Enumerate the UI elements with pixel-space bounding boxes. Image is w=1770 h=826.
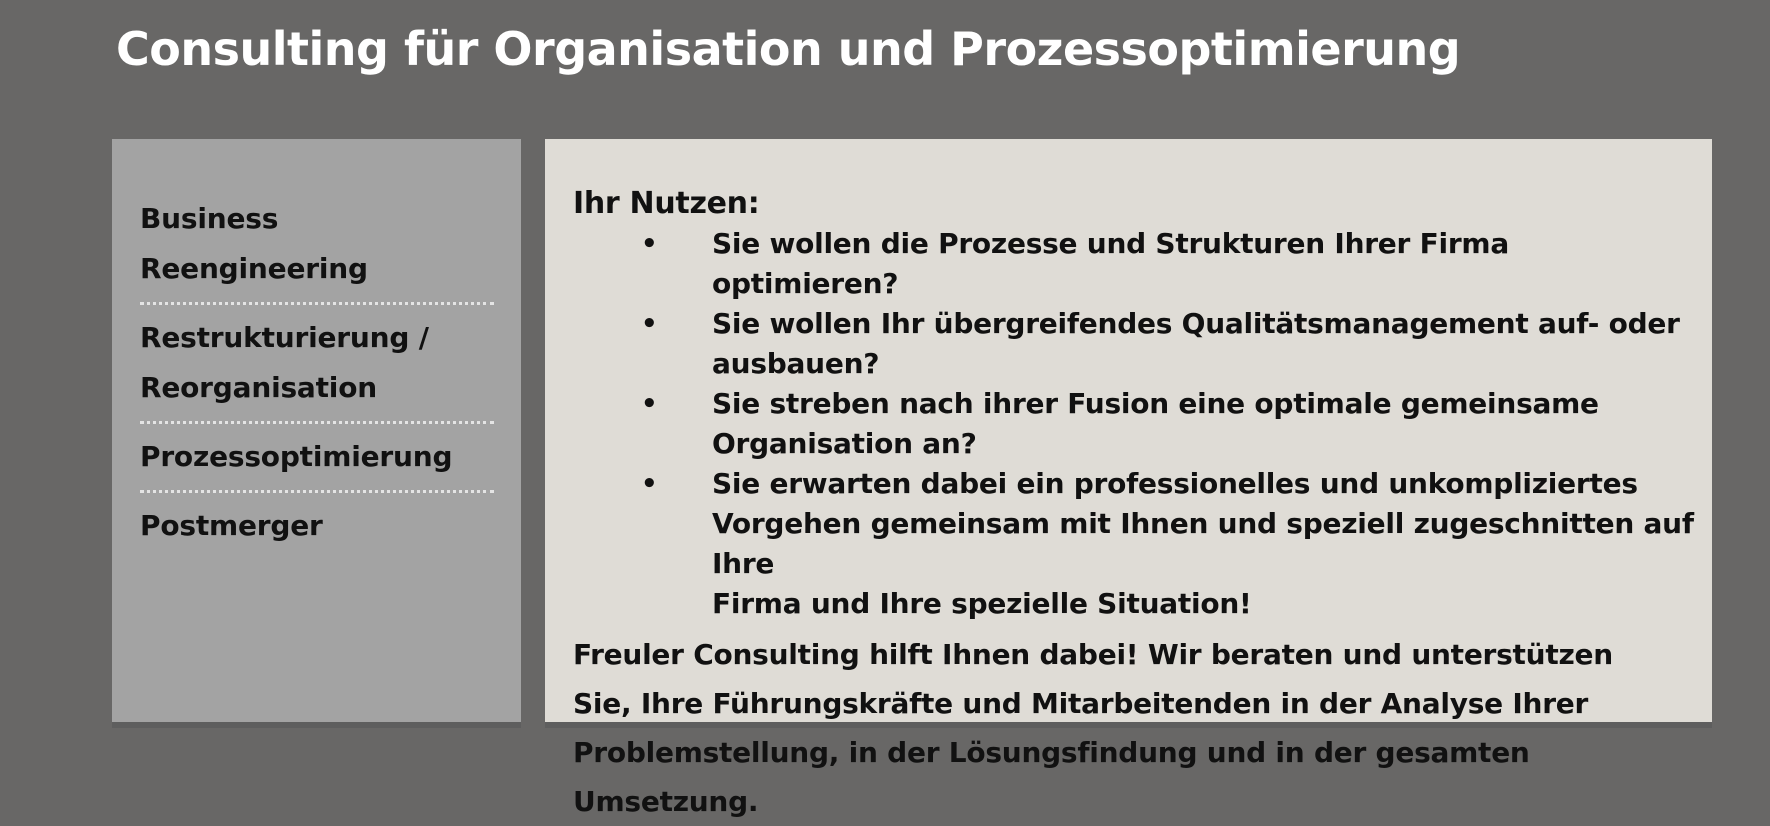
benefits-list: [573, 224, 1698, 624]
benefit-text: Organisation an?: [712, 427, 977, 460]
content-panel: [545, 139, 1712, 818]
sidebar-item-label: Postmerger: [140, 509, 323, 542]
bullet-icon: •: [641, 469, 658, 499]
list-item: [573, 304, 1698, 384]
page-title: Consulting für Organisation und Prozessoptimierung: [116, 22, 1461, 76]
sidebar-item-postmerger[interactable]: [140, 501, 494, 551]
closing-paragraph: [573, 630, 1698, 826]
sidebar-nav: [140, 194, 494, 551]
sidebar-item-label: Reengineering: [140, 252, 368, 285]
list-item: [573, 224, 1698, 304]
closing-text: Problemstellung, in der Lösungsfindung und in der gesamten Umsetzung.: [573, 736, 1530, 818]
sidebar-item-restrukturierung[interactable]: [140, 313, 494, 424]
benefit-text: Vorgehen gemeinsam mit Ihnen und speziell zugeschnitten auf Ihre: [712, 507, 1694, 580]
sidebar-item-label: Business: [140, 202, 279, 235]
bullet-icon: •: [641, 389, 658, 419]
sidebar-item-label: Restrukturierung /: [140, 321, 429, 354]
benefit-text: Sie erwarten dabei ein professionelles und unkompliziertes: [712, 467, 1638, 500]
list-item: [573, 464, 1698, 624]
benefit-text: Sie wollen Ihr übergreifendes Qualitätsmanagement auf- oder: [712, 307, 1680, 340]
sidebar: [112, 139, 521, 722]
content-body: [573, 184, 1698, 826]
benefit-text: Firma und Ihre spezielle Situation!: [712, 587, 1252, 620]
closing-text: Sie, Ihre Führungskräfte und Mitarbeitenden in der Analyse Ihrer: [573, 687, 1589, 720]
benefit-text: ausbauen?: [712, 347, 880, 380]
sidebar-item-label: Reorganisation: [140, 371, 377, 404]
sidebar-item-prozessoptimierung[interactable]: [140, 432, 494, 493]
benefits-heading: Ihr Nutzen:: [573, 186, 760, 221]
list-item: [573, 384, 1698, 464]
closing-text: Freuler Consulting hilft Ihnen dabei! Wir beraten und unterstützen: [573, 638, 1613, 671]
bullet-icon: •: [641, 229, 658, 259]
sidebar-item-label: Prozessoptimierung: [140, 440, 453, 473]
sidebar-item-business-reengineering[interactable]: [140, 194, 494, 305]
bullet-icon: •: [641, 309, 658, 339]
benefit-text: Sie streben nach ihrer Fusion eine optimale gemeinsame: [712, 387, 1599, 420]
benefit-text: Sie wollen die Prozesse und Strukturen Ihrer Firma optimieren?: [712, 227, 1509, 300]
